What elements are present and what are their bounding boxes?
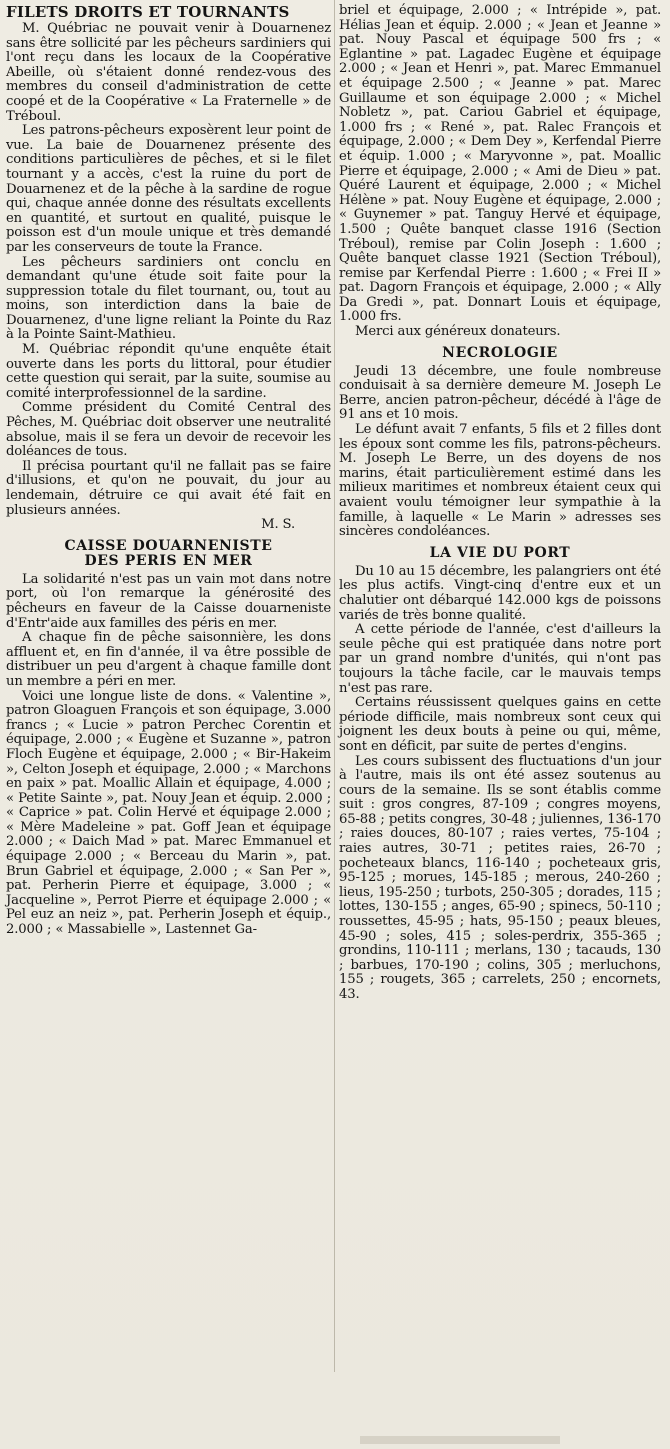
paragraph: Il précisa pourtant qu'il ne fallait pas se faire d'illusions, et qu'on ne pouvait, du jour au lendemain, détruire ce qui avait été fait en plusieurs années. <box>6 458 331 518</box>
paragraph: La solidarité n'est pas un vain mot dans notre port, où l'on remarque la générosité des pêcheurs en faveur de la Caisse douarneniste d'Entr'aide aux familles des péris en mer. <box>6 571 331 631</box>
cut-off-text-fragment <box>360 1436 560 1444</box>
paragraph: M. Québriac ne pouvait venir à Douarnenez sans être sollicité par les pêcheurs sardiniers qui l'ont reçu dans les locaux de la Coopérative Abeille, où s'étaient donné rendez-vous des membres du conseil d'administration de cette coopé et de la Coopérative « La Fraternelle » de Tréboul. <box>6 21 331 124</box>
article-title-filets: FILETS DROITS ET TOURNANTS <box>6 3 290 21</box>
article-title-necrologie: NECROLOGIE <box>442 344 558 361</box>
title-line: CAISSE DOUARNENISTE <box>64 537 273 554</box>
paragraph: Du 10 au 15 décembre, les palangriers ont été les plus actifs. Vingt-cinq d'entre eux et un chalutier ont débarqué 142.000 kgs de poissons variés de très bonne qualité. <box>339 563 661 623</box>
paragraph: Comme président du Comité Central des Pêches, M. Québriac doit observer une neutralité absolue, mais il se fera un devoir de recevoir les doléances de tous. <box>6 400 331 460</box>
article-title-vie-du-port: LA VIE DU PORT <box>429 544 571 561</box>
paragraph: Les patrons-pêcheurs exposèrent leur point de vue. La baie de Douarnenez présente des conditions particulières de pêches, et si le filet tournant y a accès, c'est la ruine du port de Douarnenez et de la pêche à la sardine de rogue qui, chaque année donne des résultats excellents en quantité, et surtout en qualité, puisque le poisson est d'un moule unique et très demandé par les conserveurs de toute la France. <box>6 123 331 255</box>
paragraph: Jeudi 13 décembre, une foule nombreuse conduisait à sa dernière demeure M. Joseph Le Berre, ancien patron-pêcheur, décédé à l'âge de 91 ans et 10 mois. <box>339 363 661 423</box>
paragraph: Merci aux généreux donateurs. <box>355 324 561 340</box>
author-signature: M. S. <box>261 517 295 533</box>
paragraph: M. Québriac répondit qu'une enquête était ouverte dans les ports du littoral, pour étudier cette question qui serait, par la suite, soumise au comité interprofessionnel de la sardine. <box>6 342 331 401</box>
paragraph: A cette période de l'année, c'est d'ailleurs la seule pêche qui est pratiquée dans notre port par un grand nombre d'unités, qui n'ont pas toujours la tâche facile, car le mauvais temps n'est pas rare. <box>339 622 661 696</box>
paragraph: Les cours subissent des fluctuations d'un jour à l'autre, mais ils ont été assez soutenus au cours de la semaine. Ils se sont établis comme suit : gros congres, 87-109 ; congres moyens, 65-88 ; petits congres, 30-48 ; juliennes, 136-170 ; raies douces, 80-107 ; raies vertes, 75-104 ; raies autres, 30-71 ; petites raies, 26-70 ; pocheteaux blancs, 116-140 ; pocheteaux gris, 95-125 ; morues, 145-185 ; merous, 240-260 ; lieus, 195-250 ; turbots, 250-305 ; dorades, 115 ; lottes, 130-155 ; anges, 65-90 ; spinecs, 50-110 ; roussettes, 45-95 ; hats, 95-150 ; peaux bleues, 45-90 ; soles, 415 ; soles-perdrix, 355-365 ; grondins, 110-111 ; merlans, 130 ; tacauds, 130 ; barbues, 170-190 ; colins, 305 ; merluchons, 155 ; rougets, 365 ; carrelets, 250 ; encornets, 43. <box>339 753 661 1002</box>
paragraph: Le défunt avait 7 enfants, 5 fils et 2 filles dont les époux sont comme les fils, patrons-pêcheurs. M. Joseph Le Berre, un des doyens de nos marins, était particulièrement estimé dans les milieux maritimes et nombreux étaient ceux qui avaient voulu témoigner leur sympathie à la famille, à laquelle « Le Marin » adresses ses sincères condoléances. <box>339 422 661 540</box>
paragraph: A chaque fin de pêche saisonnière, les dons affluent et, en fin d'année, il va être possible de distribuer un peu d'argent à chaque famille dont un membre a péri en mer. <box>6 630 331 689</box>
right-column <box>339 4 661 1003</box>
left-column <box>6 4 331 938</box>
paragraph: briel et équipage, 2.000 ; « Intrépide », pat. Hélias Jean et équip. 2.000 ; « Jean et Jeanne » pat. Nouy Pascal et équipage 500 frs ; « Eglantine » pat. Lagadec Eugène et équipage 2.000 ; « Jean et Henri », pat. Marec Emmanuel et équipage 2.500 ; « Jeanne » pat. Marec Guillaume et son équipage 2.000 ; « Michel Nobletz », pat. Cariou Gabriel et équipage, 1.000 frs ; « René », pat. Ralec François et équipage, 2.000 ; « Dem Dey », Kerfendal Pierre et équip. 1.000 ; « Maryvonne », pat. Moallic Pierre et équipage, 2.000 ; « Ami de Dieu » pat. Quéré Laurent et équipage, 2.000 ; « Michel Hélène » pat. Nouy Eugène et équipage, 2.000 ; « Guynemer » pat. Tanguy Hervé et équipage, 1.500 ; Quête banquet classe 1916 (Section Tréboul), remise par Colin Joseph : 1.600 ; Quête banquet classe 1921 (Section Tréboul), remise par Kerfendal Pierre : 1.600 ; « Frei II » pat. Dagorn François et équipage, 2.000 ; « Ally Da Gredi », pat. Donnart Louis et équipage, 1.000 frs. <box>339 3 661 325</box>
paragraph: Les pêcheurs sardiniers ont conclu en demandant qu'une étude soit faite pour la suppression totale du filet tournant, ou, tout au moins, son interdiction dans la baie de Douarnenez, d'une ligne reliant la Pointe du Raz à la Pointe Saint-Mathieu. <box>6 254 331 343</box>
article-title-caisse <box>6 539 331 569</box>
paragraph: Voici une longue liste de dons. « Valentine », patron Gloaguen François et son équipage, 3.000 francs ; « Lucie » patron Perchec Corentin et équipage, 2.000 ; « Eugène et Suzanne », patron Floch Eugène et équipage, 2.000 ; « Bir-Hakeim », Celton Joseph et équipage, 2.000 ; « Marchons en paix » pat. Moallic Allain et équipage, 4.000 ; « Petite Sainte », pat. Nouy Jean et équip. 2.000 ; « Caprice » pat. Colin Hervé et équipage 2.000 ; « Mère Madeleine » pat. Goff Jean et équipage 2.000 ; « Daich Mad » pat. Marec Emmanuel et équipage 2.000 ; « Berceau du Marin », pat. Brun Gabriel et équipage, 2.000 ; « San Per », pat. Perherin Pierre et équipage, 3.000 ; « Jacqueline », Perrot Pierre et équipage 2.000 ; « Pel euz an neiz », pat. Perherin Joseph et équip., 2.000 ; « Massabielle », Lastennet Ga- <box>6 688 331 938</box>
paragraph: Certains réussissent quelques gains en cette période difficile, mais nombreux sont ceux qui joignent les deux bouts à peine ou qui, même, sont en déficit, par suite de pertes d'engins. <box>339 695 661 754</box>
column-divider <box>334 0 335 1372</box>
title-line: DES PERIS EN MER <box>84 552 253 569</box>
